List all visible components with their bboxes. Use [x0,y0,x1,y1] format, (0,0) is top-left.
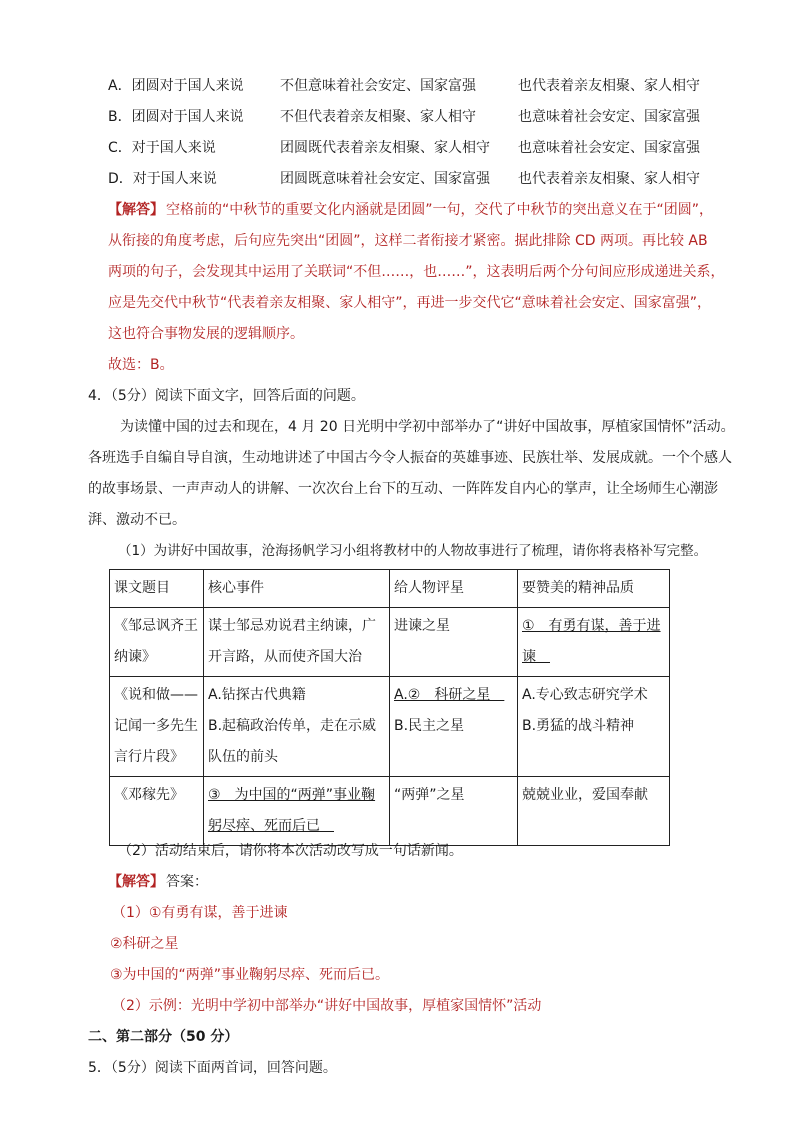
fill-answer-2: A.② 科研之星 [394,687,505,703]
option-c-col1: C．对于国人来说 [108,140,216,156]
table-cell: 进谏之星 [390,608,518,677]
answer-item-1: （1）①有勇有谋，善于进谏 [112,905,288,921]
answer-tag: 【解答】 [108,874,164,890]
q4-stem: 4．（5分）阅读下面文字，回答后面的问题。 [88,388,365,404]
option-a-col2: 不但意味着社会安定、国家富强 [280,78,476,94]
answer-tag: 【解答】 [108,202,164,218]
table-cell [518,677,670,777]
event-b: B.起稿政治传单，走在示威队伍的前头 [208,718,377,765]
answer-choice: 故选：B。 [108,357,174,373]
q5-stem: 5．（5分）阅读下面两首词，回答问题。 [88,1060,337,1076]
answer-line: 这也符合事物发展的逻辑顺序。 [108,326,304,342]
answer-item-4: （2）示例：光明中学初中部举办“讲好中国故事，厚植家国情怀”活动 [112,998,542,1014]
table-cell: 《说和做——记闻一多先生言行片段》 [110,677,204,777]
table-header: 给人物评星 [390,570,518,608]
table-cell [204,777,390,846]
answer-line: 从衔接的角度考虑，后句应先突出“团圆”，这样二者衔接才紧密。据此排除 CD 两项。再比较 AB [108,233,708,249]
quality-a: A.专心致志研究学术 [522,687,648,703]
option-c-col3: 也意味着社会安定、国家富强 [518,140,700,156]
table-cell [518,608,670,677]
table-row [110,608,670,677]
star-b: B.民主之星 [394,718,465,734]
table-cell [204,677,390,777]
answer-line: 空格前的“中秋节的重要文化内涵就是团圆”一句，交代了中秋节的突出意义在于“团圆”， [166,202,714,218]
event-a: A.钻探古代典籍 [208,687,306,703]
table-header-row [110,570,670,608]
answer-line: 两项的句子，会发现其中运用了关联词“不但……，也……”，这表明后两个分句间应形成递进关系， [108,264,725,280]
section-heading: 二、第二部分（50 分） [88,1029,239,1045]
option-b-col2: 不但代表着亲友相聚、家人相守 [280,109,476,125]
table-cell: 《邹忌讽齐王纳谏》 [110,608,204,677]
story-table [109,569,670,846]
answer-line: 应是先交代中秋节“代表着亲友相聚、家人相守”，再进一步交代它“意味着社会安定、国家富强”， [108,295,712,311]
answer-label: 答案： [166,874,208,890]
q4-sub1: （1）为讲好中国故事，沧海扬帆学习小组将教材中的人物故事进行了梳理，请你将表格补写完整。 [118,543,708,559]
table-cell: “两弹”之星 [390,777,518,846]
fill-answer-1: ① 有勇有谋，善于进谏 [522,618,661,665]
answer-item-3: ③为中国的“两弹”事业鞠躬尽瘁、死而后已。 [110,967,390,983]
option-a-col3: 也代表着亲友相聚、家人相守 [518,78,700,94]
table-header: 课文题目 [110,570,204,608]
table-header: 核心事件 [204,570,390,608]
option-b-col1: B．团圆对于国人来说 [108,109,244,125]
table-cell: 《邓稼先》 [110,777,204,846]
option-d-col2: 团圆既意味着社会安定、国家富强 [280,171,490,187]
option-a-col1: A．团圆对于国人来说 [108,78,244,94]
table-cell: 兢兢业业，爱国奉献 [518,777,670,846]
q4-passage: 为读懂中国的过去和现在，4 月 20 日光明中学初中部举办了“讲好中国故事，厚植家国情怀”活动。各班选手自编自导自演，生动地讲述了中国古今令人振奋的英雄事迹、民族壮举、发展成就。一个个感人的故事场景、一声声动人的讲解、一次次台上台下的互动、一阵阵发自内心的掌声，让全场师生心潮澎湃、激动不已。 [88,419,735,528]
table-cell: 谋士邹忌劝说君主纳谏，广开言路，从而使齐国大治 [204,608,390,677]
fill-answer-3: ③ 为中国的“两弹”事业鞠躬尽瘁、死而后已 [208,787,376,834]
table-row [110,777,670,846]
table-header: 要赞美的精神品质 [518,570,670,608]
option-d-col3: 也代表着亲友相聚、家人相守 [518,171,700,187]
quality-b: B.勇猛的战斗精神 [522,718,635,734]
q4-sub2: （2）活动结束后，请你将本次活动改写成一句话新闻。 [118,843,463,859]
answer-item-2: ②科研之星 [110,936,179,952]
option-c-col2: 团圆既代表着亲友相聚、家人相守 [280,140,490,156]
option-b-col3: 也意味着社会安定、国家富强 [518,109,700,125]
table-row [110,677,670,777]
table-cell [390,677,518,777]
option-d-col1: D．对于国人来说 [108,171,217,187]
